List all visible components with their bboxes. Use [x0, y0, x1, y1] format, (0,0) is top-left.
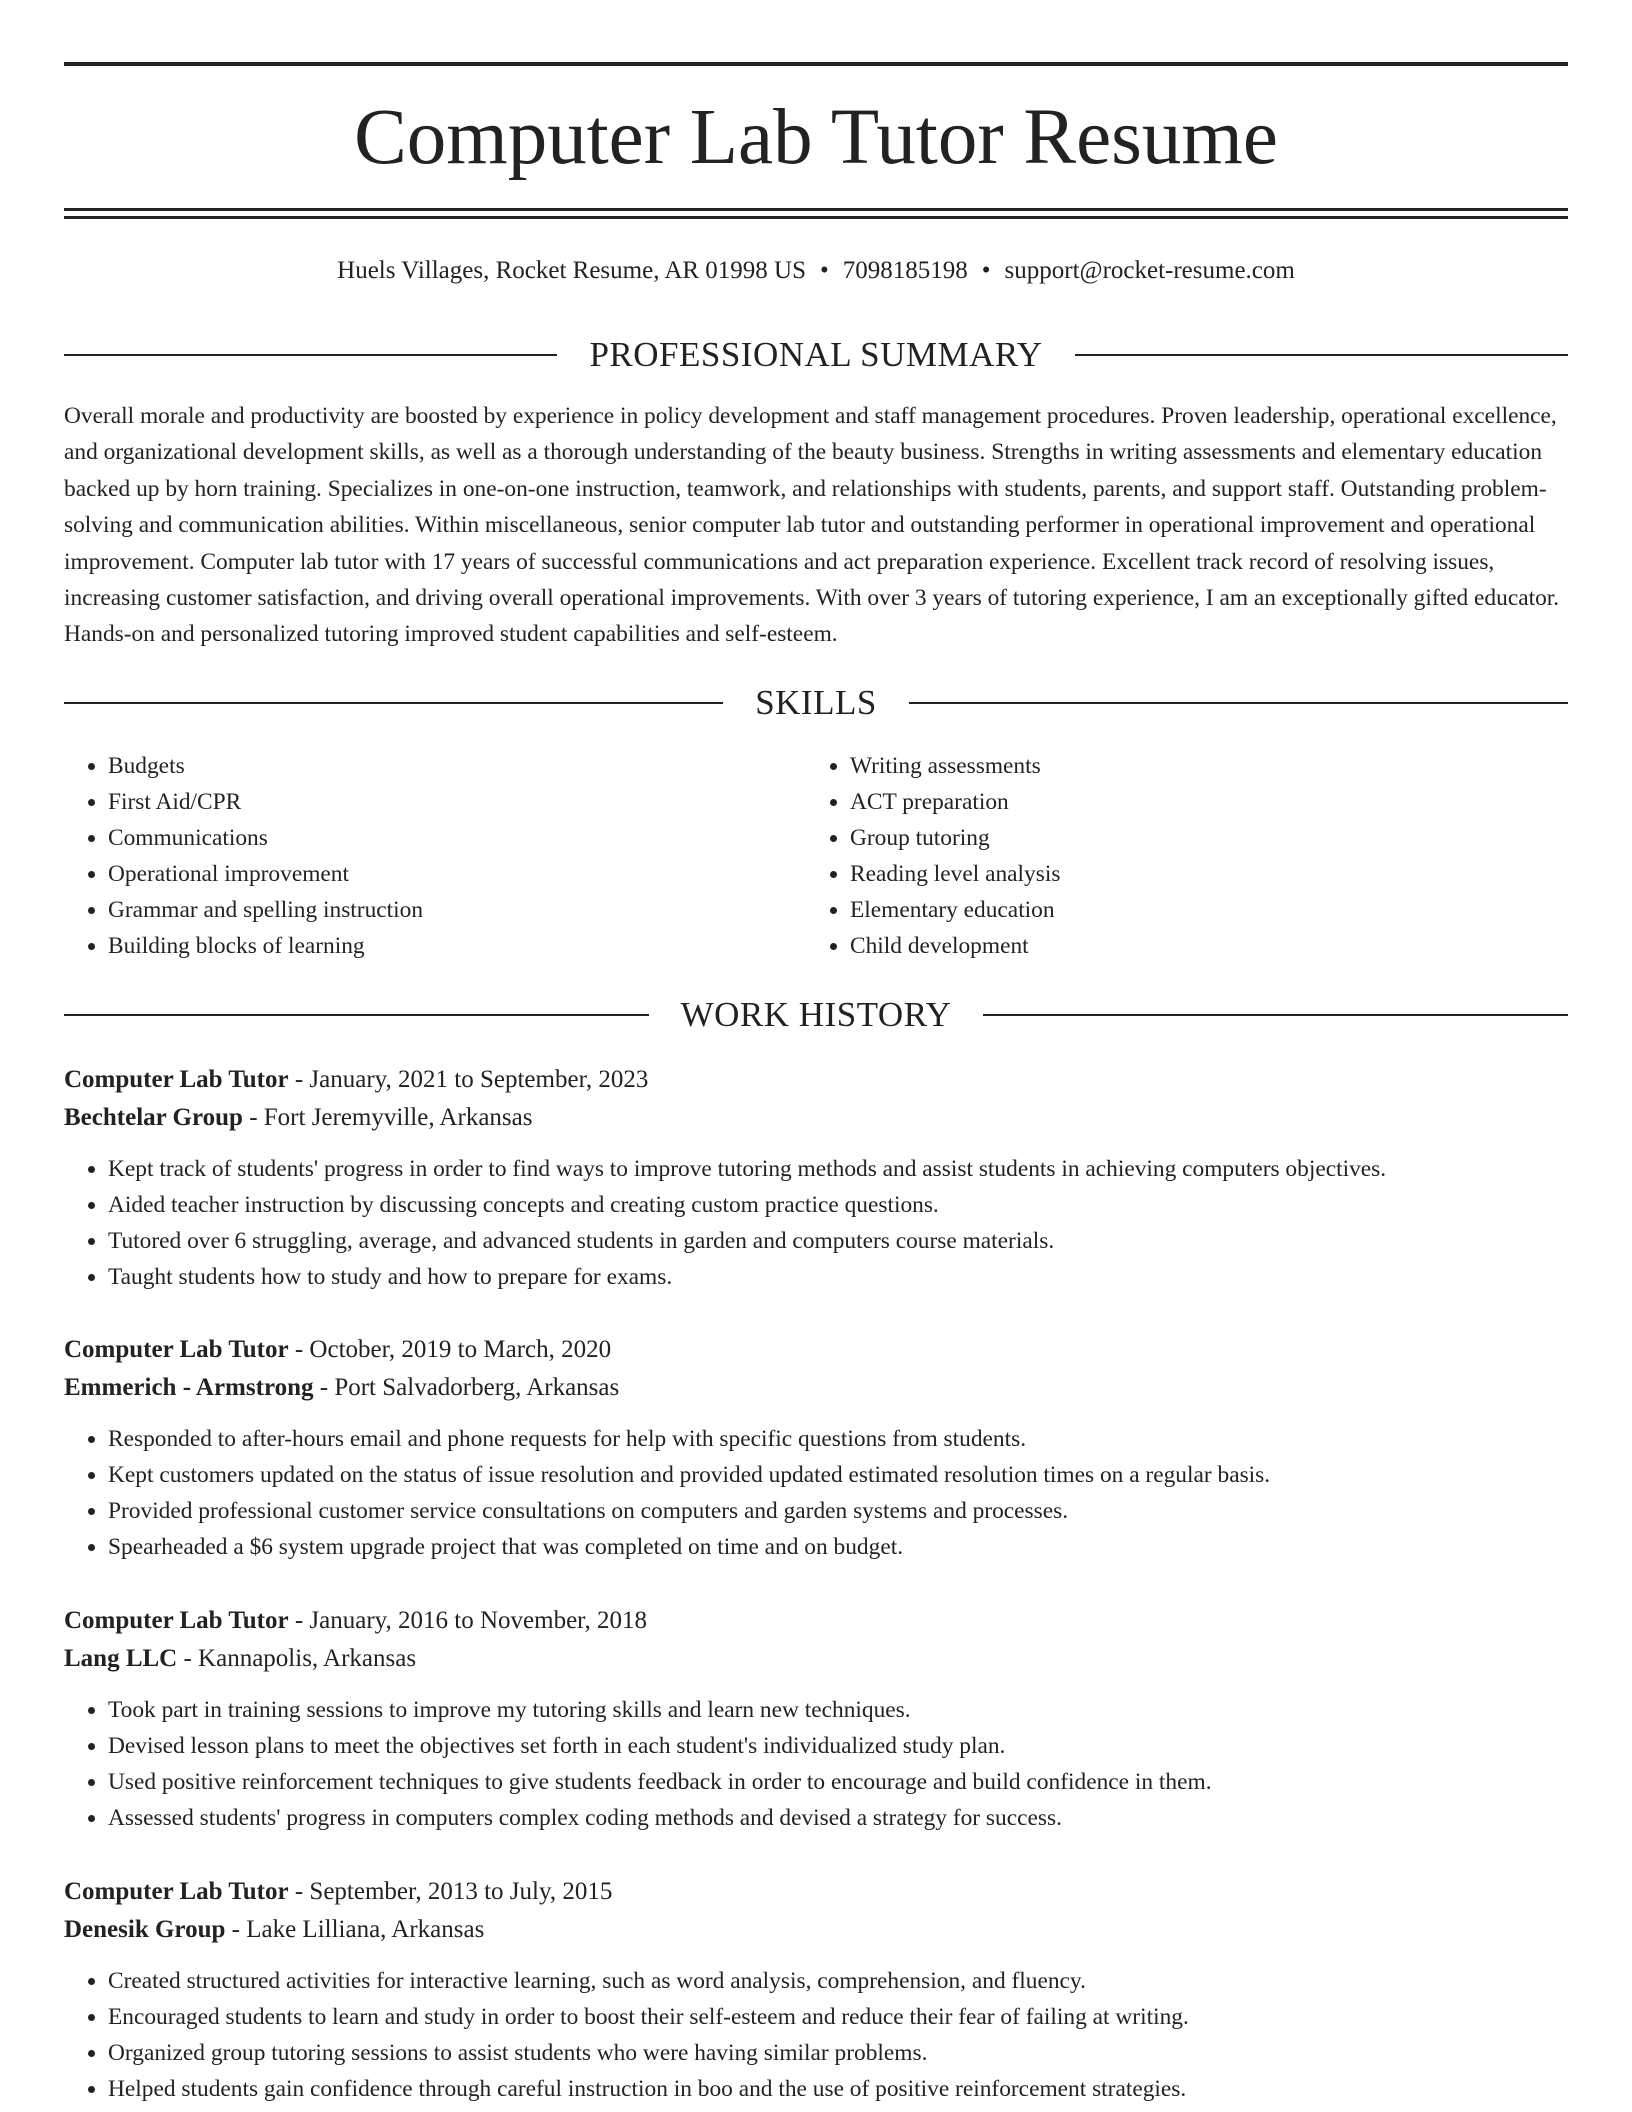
skill-item: • Reading level analysis — [850, 856, 1548, 892]
job-title: Computer Lab Tutor — [64, 1336, 289, 1363]
skills-column-right — [806, 748, 1548, 964]
skill-item: • ACT preparation — [850, 784, 1548, 820]
job-title: Computer Lab Tutor — [64, 1607, 289, 1634]
contact-separator: • — [981, 257, 991, 284]
job-bullet: • Organized group tutoring sessions to assist students who were having similar problems. — [108, 2035, 1568, 2071]
job-title: Computer Lab Tutor — [64, 1066, 289, 1093]
skill-item: • Operational improvement — [108, 856, 806, 892]
section-rule-right — [1075, 354, 1568, 356]
job-bullet: • Took part in training sessions to improve my tutoring skills and learn new techniques. — [108, 1692, 1568, 1728]
job-bullets — [64, 1692, 1568, 1836]
skill-item: • Grammar and spelling instruction — [108, 892, 806, 928]
skill-item: • Budgets — [108, 748, 806, 784]
job-bullet: • Kept track of students' progress in order to find ways to improve tutoring methods and assist students in achieving computers objectives. — [108, 1151, 1568, 1187]
job-location: - Fort Jeremyville, Arkansas — [242, 1104, 533, 1131]
job-entry — [64, 1331, 1568, 1565]
job-bullet: • Responded to after-hours email and phone requests for help with specific questions from students. — [108, 1421, 1568, 1457]
section-heading-work-history — [64, 993, 1568, 1037]
job-bullet: • Provided professional customer service consultations on computers and garden systems and processes. — [108, 1493, 1568, 1529]
contact-address: Huels Villages, Rocket Resume, AR 01998 US — [337, 257, 807, 284]
job-bullet: • Aided teacher instruction by discussing concepts and creating custom practice questions. — [108, 1187, 1568, 1223]
job-bullet: • Kept customers updated on the status of issue resolution and provided updated estimated resolution times on a regular basis. — [108, 1457, 1568, 1493]
section-heading-summary — [64, 333, 1568, 377]
job-company-line — [64, 1099, 1568, 1137]
skill-item: • Building blocks of learning — [108, 928, 806, 964]
job-entry — [64, 1061, 1568, 1295]
job-location: - Kannapolis, Arkansas — [177, 1645, 417, 1672]
job-company-line — [64, 1640, 1568, 1678]
job-company: Denesik Group — [64, 1916, 226, 1943]
contact-phone: 7098185198 — [842, 257, 968, 284]
professional-summary-text: Overall morale and productivity are boosted by experience in policy development and staff management procedures. Proven leadership, operational excellence, and organizational development skills, as well as a thorough understanding of the beauty business. Strengths in writing assessments and elementary education backed up by horn training. Specializes in one-on-one instruction, teamwork, and relationships with students, parents, and support staff. Outstanding problem-solving and communication abilities. Within miscellaneous, senior computer lab tutor and outstanding performer in operational improvement and operational improvement. Computer lab tutor with 17 years of successful communications and act preparation experience. Excellent track record of resolving issues, increasing customer satisfaction, and driving overall operational improvements. With over 3 years of tutoring experience, I am an exceptionally gifted educator. Hands-on and personalized tutoring improved student capabilities and self-esteem. — [64, 403, 1560, 648]
job-dates: - September, 2013 to July, 2015 — [288, 1878, 613, 1905]
job-title-line — [64, 1873, 1568, 1911]
contact-separator: • — [820, 257, 829, 284]
section-rule-right — [983, 1014, 1568, 1016]
section-title: WORK HISTORY — [680, 995, 952, 1034]
job-dates: - January, 2021 to September, 2023 — [288, 1066, 649, 1093]
skill-item: • First Aid/CPR — [108, 784, 806, 820]
job-bullet: • Created structured activities for interactive learning, such as word analysis, comprehension, and fluency. — [108, 1963, 1568, 1999]
skill-item: • Child development — [850, 928, 1548, 964]
job-company: Emmerich - Armstrong — [64, 1374, 314, 1401]
job-bullet: • Helped students gain confidence through careful instruction in boo and the use of positive reinforcement strategies. — [108, 2071, 1568, 2107]
job-bullet: • Tutored over 6 struggling, average, and advanced students in garden and computers course materials. — [108, 1223, 1568, 1259]
section-heading-skills — [64, 681, 1568, 725]
contact-line — [64, 254, 1568, 288]
section-title: SKILLS — [755, 683, 877, 722]
job-company-line — [64, 1369, 1568, 1407]
job-title-line — [64, 1331, 1568, 1369]
skills-list — [64, 748, 1568, 964]
job-bullets — [64, 1421, 1568, 1565]
job-dates: - January, 2016 to November, 2018 — [288, 1607, 648, 1634]
skill-item: • Elementary education — [850, 892, 1548, 928]
skills-column-left — [64, 748, 806, 964]
resume-title: Computer Lab Tutor Resume — [354, 94, 1278, 181]
job-bullet: • Spearheaded a $6 system upgrade project that was completed on time and on budget. — [108, 1529, 1568, 1565]
header-double-rule-upper — [64, 208, 1568, 211]
job-bullet: • Assessed students' progress in computers complex coding methods and devised a strategy for success. — [108, 1800, 1568, 1836]
job-bullets — [64, 1963, 1568, 2107]
header-double-rule-lower — [64, 216, 1568, 219]
job-location: - Lake Lilliana, Arkansas — [225, 1916, 485, 1943]
section-rule-right — [909, 702, 1568, 704]
job-entry — [64, 1873, 1568, 2107]
job-title-line — [64, 1061, 1568, 1099]
section-rule-left — [64, 702, 723, 704]
job-entry — [64, 1602, 1568, 1836]
job-dates: - October, 2019 to March, 2020 — [288, 1336, 612, 1363]
skill-item: • Group tutoring — [850, 820, 1548, 856]
job-bullet: • Encouraged students to learn and study in order to boost their self-esteem and reduce their fear of failing at writing. — [108, 1999, 1568, 2035]
job-title-line — [64, 1602, 1568, 1640]
contact-email: support@rocket-resume.com — [1004, 257, 1295, 284]
header-top-rule — [64, 62, 1568, 66]
job-location: - Port Salvadorberg, Arkansas — [313, 1374, 620, 1401]
section-rule-left — [64, 354, 557, 356]
job-bullet: • Taught students how to study and how to prepare for exams. — [108, 1259, 1568, 1295]
job-bullets — [64, 1151, 1568, 1295]
job-bullet: • Devised lesson plans to meet the objectives set forth in each student's individualized study plan. — [108, 1728, 1568, 1764]
job-company-line — [64, 1911, 1568, 1949]
section-title: PROFESSIONAL SUMMARY — [589, 335, 1043, 374]
skill-item: • Communications — [108, 820, 806, 856]
job-company: Lang LLC — [64, 1645, 178, 1672]
skill-item: • Writing assessments — [850, 748, 1548, 784]
job-title: Computer Lab Tutor — [64, 1878, 289, 1905]
job-bullet: • Used positive reinforcement techniques to give students feedback in order to encourage and build confidence in them. — [108, 1764, 1568, 1800]
job-company: Bechtelar Group — [64, 1104, 243, 1131]
section-rule-left — [64, 1014, 649, 1016]
